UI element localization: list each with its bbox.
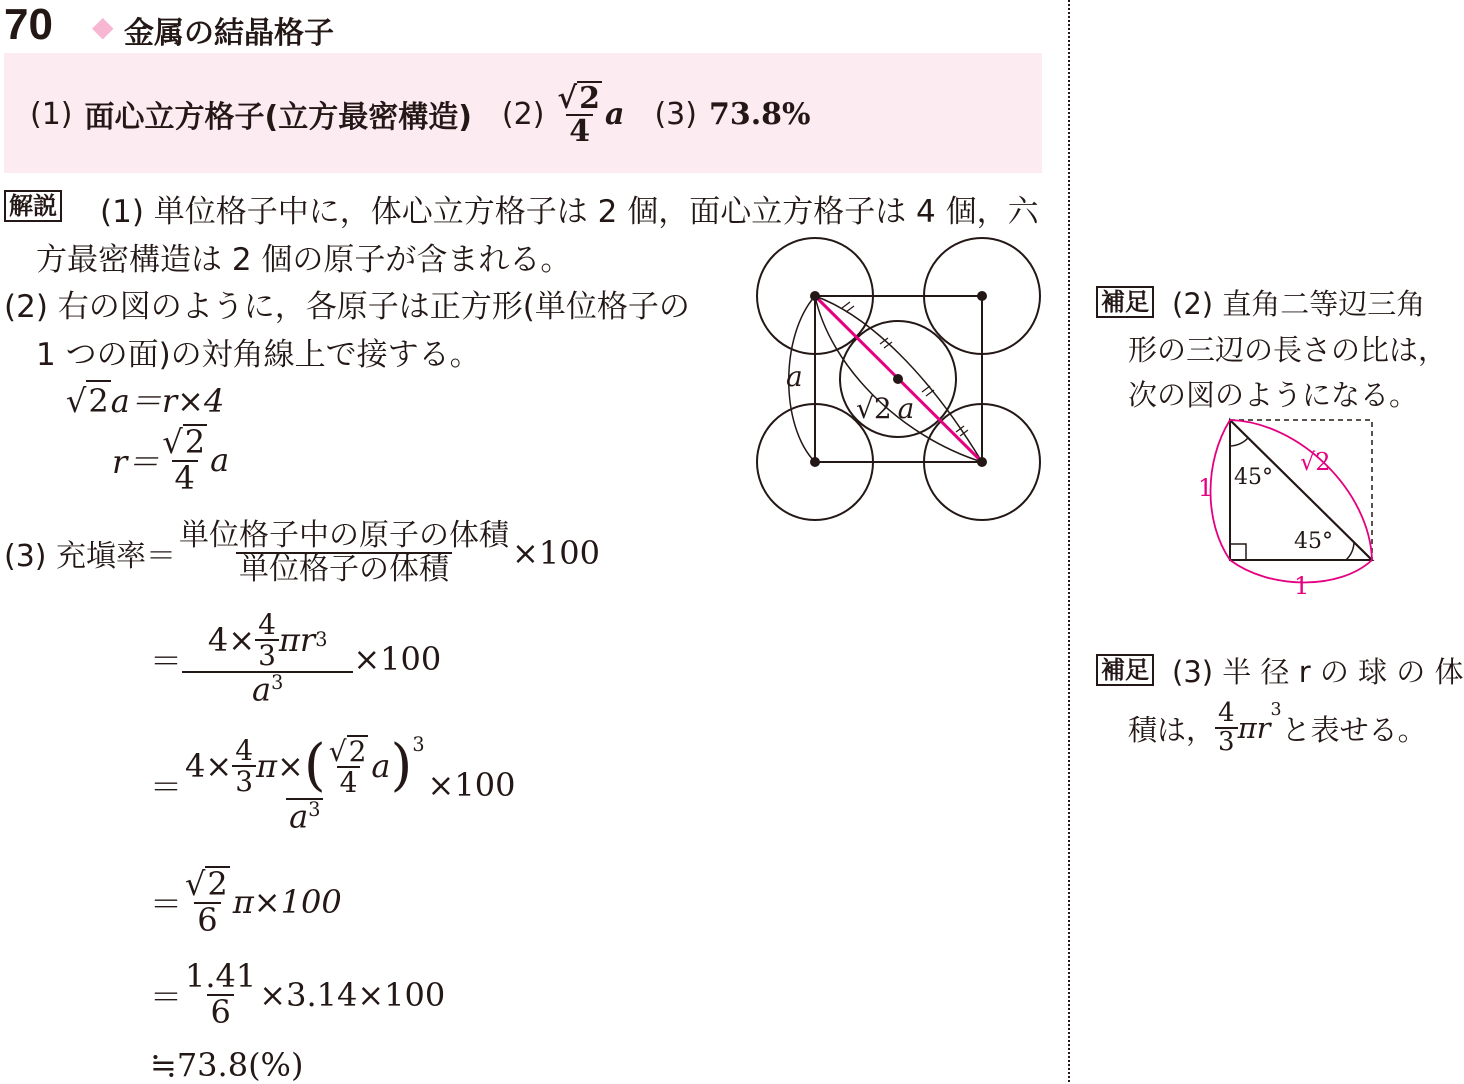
answer-2-fraction: √ 2 4 xyxy=(557,80,601,149)
svg-text:√2: √2 xyxy=(1300,448,1331,476)
right-triangle-diagram xyxy=(1190,412,1390,602)
answer-1-label: (1) xyxy=(30,96,73,132)
equation-step2: ＝ 4× $\frac{4}{3}$ π× ( √ 2 4 a ) $^3$ $a^3$ ×100 xyxy=(150,733,516,836)
svg-text:1: 1 xyxy=(1198,474,1214,502)
diamond-bullet-icon: ◆ xyxy=(92,10,114,43)
column-divider xyxy=(1068,0,1070,1082)
svg-text:1: 1 xyxy=(1294,572,1310,600)
explanation-label: 解説 xyxy=(4,190,62,222)
side-note1-line2: 形の三辺の長さの比は， xyxy=(1128,333,1448,367)
fcc-face-diagram xyxy=(750,236,1050,532)
answer-line xyxy=(30,74,811,154)
explanation-part1-line1: (1) 単位格子中に，体心立方格子は 2 個，面心立方格子は 4 個，六 xyxy=(100,194,1039,230)
side-note1-line1: (2) 直角二等辺三角 xyxy=(1172,287,1426,321)
equation-3: (3) 充塡率＝ $\frac{\text{単位格子中の原子の体積}}{\text{単位格子の体積}}$ ×100 xyxy=(4,518,600,587)
label-a: a xyxy=(786,360,803,393)
explanation-part1-line2: 方最密構造は 2 個の原子が含まれる。 xyxy=(36,242,572,278)
equation-step3: ＝ √ 2 6 π×100 xyxy=(150,865,342,939)
equation-step1: ＝ 4× $\frac{4}{3}$ πr 3 $a^3$ ×100 xyxy=(150,608,442,709)
problem-title: 金属の結晶格子 xyxy=(124,16,334,51)
side-note2-line1: (3) 半 径 r の 球 の 体 xyxy=(1172,655,1464,689)
answer-2-label: (2) xyxy=(501,96,545,132)
svg-text:45°: 45° xyxy=(1294,529,1333,554)
answer-2-var: a xyxy=(605,96,625,132)
arc-side1 xyxy=(1211,420,1231,560)
answer-3-text: 73.8% xyxy=(708,96,811,132)
side-note1-label: 補足 xyxy=(1096,286,1154,318)
problem-number: 70 xyxy=(4,0,53,49)
explanation-part2-line2: 1 つの面)の対角線上で接する。 xyxy=(36,337,481,373)
equation-result: ≒73.8(%) xyxy=(150,1046,304,1084)
equation-step4: ＝ $\frac{1.41}{6}$ ×3.14×100 xyxy=(150,957,446,1031)
equation-1: √ 2 a＝r×4 xyxy=(66,382,225,420)
explanation-part2-line1: (2) 右の図のように，各原子は正方形(単位格子の xyxy=(4,289,690,325)
label-sqrt2a: √2 a xyxy=(856,392,915,425)
equation-2: r＝ √ 2 4 a xyxy=(112,423,230,497)
side-note1-line3: 次の図のようになる。 xyxy=(1128,378,1419,412)
side-note2-line2: 積は， $\frac{4}{3}$ πr $^3$ と表せる。 xyxy=(1128,698,1427,758)
answer-3-label: (3) xyxy=(654,96,697,132)
svg-text:45°: 45° xyxy=(1234,465,1273,490)
answer-1-text: 面心立方格子(立方最密構造) xyxy=(84,100,472,135)
side-note2-label: 補足 xyxy=(1096,654,1154,686)
